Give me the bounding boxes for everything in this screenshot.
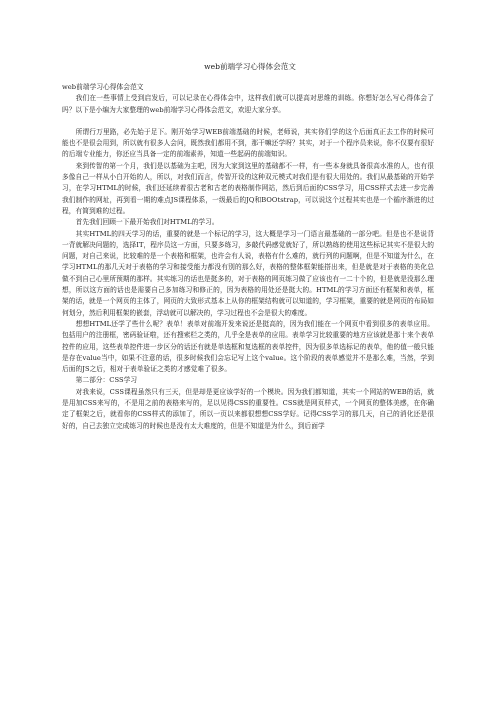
paragraph-5: 想想HTML还学了些什么呢？表单！表单对前端开发来说还是挺高的，因为我们能在一个网页中看到很多的表单应用。包括用户的注册框，密码验证啦，还有搜索栏之类的，几乎全是表单的应用。表单学习比较重要的地方应该就是那十来个表单控件的应用，这些表单控件进一步区分的话还有就是单选框和复选框的表单控件，因为很多单选标记的表单，他的值一般只能是存在value当中，如果不注意的话，很多时候我们会忘记写上这个value。这个阶段的表单感觉并不是那么难，当然，学到后面的JS之后，相对于表单验证之类的才感觉难了很多。 [62,319,434,374]
document-subtitle: web前端学习心得体会范文 [62,83,144,91]
document-body [62,82,434,432]
paragraph-3: 首先我们回顾一下最开始我们对HTML的学习。 [75,218,219,227]
paragraph-2: 来到传智的第一个月，我们是以基础为主吧，因为大家到这里的基础都不一样，有一些本身就具备很高水准的人，也有很多像自己一样从小白开始的人，所以，对我们而言，传智开设的这种双元模式对我们是有很大用处的。我们从最基础的开始学习，在学习HTML的时候，我们还延续着很古老和古老的表格制作网站，然后到后面的CSS学习，用CSS样式去进一步完善我们制作的网址，再到看一期的难点JS课程体系，一级最后的JQ和BOOtstrap，可以说这个过程其实也是一个循序渐进的过程，有简到难的过程。 [62,161,434,215]
document-title: web前端学习心得体会范文 [204,62,296,71]
paragraph-intro: 我们在一些事情上受到启发后，可以记录在心得体会中，这样我们就可以提高对思维的训练。你想好怎么写心得体会了吗？以下是小编为大家整理的web前端学习心得体会范文，欢迎大家分享。 [62,94,434,114]
paragraph-spacer [62,116,434,127]
paragraph-1: 所谓行万里路，必先始于足下。刚开始学习WEB前端基础的时候，老师说，其实你们学的这个后面真正去工作的时候可能也不是很会用到，所以就有很多人会问，既然我们都用不到，那干嘛还学呀？其实，对于一个程序员来说，你不仅要有很好的后端专业能力，你还应当具备一定的前端素养，知道一些起码的前端知识。 [62,127,434,159]
section-heading-css: 第二部分：CSS学习 [75,376,138,385]
paragraph-6: 对我来说，CSS课程虽然只有三天，但是却是更应该学好的一个模块。因为我们都知道，其实一个网站的WEB的话，就是用加CSS来写的，不是用之前的表格来写的，足以见得CSS的重要性。CSS就是网页样式，一个网页的整体美感，在你确定了框架之后，就看你的CSS样式的添加了，所以一页以来都很想想CSS学好。记得CSS学习的那几天，自己的消化还是很好的，自己去独立完成练习的时候也是没有太大难度的，但是不知道是为什么，到后面学 [62,387,434,430]
paragraph-4: 其实HTML的四天学习的话，重要的就是一个标记的学习，这大概是学习一门语言最基础的一部分吧。但是也不是说背一背就解决问题的，选择IT，程序员这一方面，只要多练习，多敲代码感觉就好了，所以熟练的使用这些标记其实不是很大的问题，对自己来说，比较难的是一个表格和框架，也许会有人说，表格有什么难的，就行列的问题啊，但是不知道为什么，在学习HTML的那几天对于表格的学习和接受能力都没有别的那么好，表格的整体框架能搭出来，但是就是对于表格的美化总做不到自己心里所预期的那样。其实练习的话也是挺多的，对于表格的网页练习做了应该也有一二十个的，但是就是没那么理想，所以这方面的话也是需要自己多加练习和修正的，因为表格的用处还是挺大的。HTML的学习方面还有框架和表单，框架的话，就是一个网页的主体了，网页的大致形式基本上从你的框架结构就可以知道的，学习框架，重要的就是网页的布局如何划分，然后利用框架的嵌套，浮动就可以解决的，学习过程也不会是很大的难度。 [62,229,434,317]
